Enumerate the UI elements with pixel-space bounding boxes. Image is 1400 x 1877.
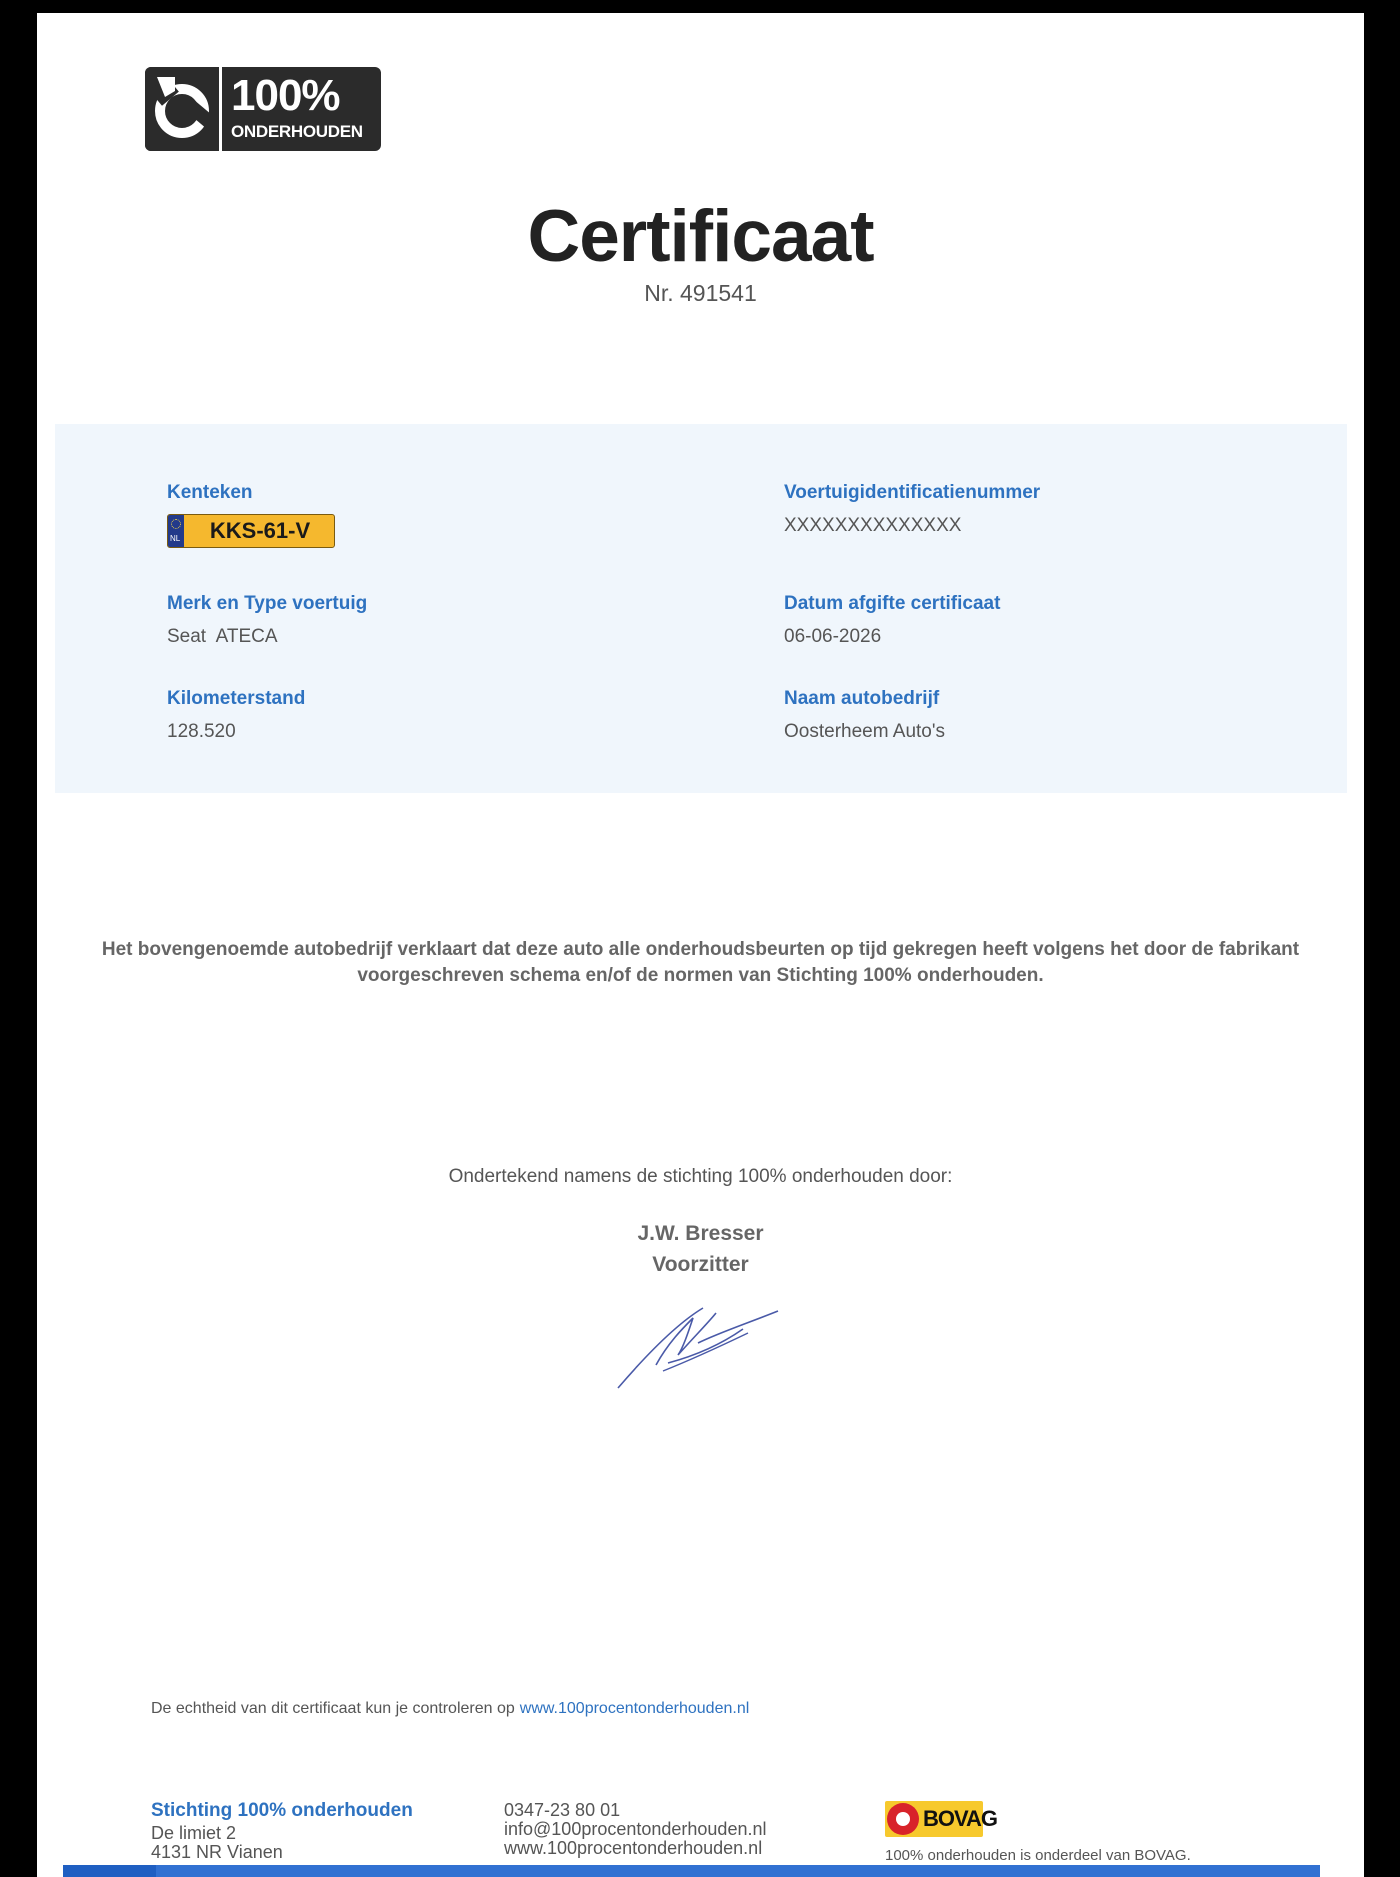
dealer-field	[784, 688, 945, 743]
footer-bar	[63, 1865, 1320, 1877]
license-plate	[167, 514, 335, 548]
dealer-label: Naam autobedrijf	[784, 688, 940, 709]
make-type-value: Seat ATECA	[167, 626, 278, 647]
bovag-logo	[885, 1801, 998, 1837]
plate-country-code: NL	[170, 534, 181, 543]
footer-city: 4131 NR Vianen	[151, 1842, 283, 1862]
footer-bar-segment	[63, 1865, 156, 1877]
issue-date-label: Datum afgifte certificaat	[784, 593, 1001, 614]
vin-value: XXXXXXXXXXXXXX	[784, 515, 962, 536]
certificate-page	[37, 13, 1364, 1877]
vin-label: Voertuigidentificatienummer	[784, 482, 1041, 503]
signed-by-text: Ondertekend namens de stichting 100% onderhouden door:	[448, 1166, 953, 1187]
dealer-value: Oosterheem Auto's	[784, 721, 945, 742]
logo-divider	[219, 67, 222, 151]
footer-website[interactable]: www.100procentonderhouden.nl	[504, 1838, 763, 1858]
license-plate-number: KKS-61-V	[209, 518, 311, 543]
vehicle-info-panel	[55, 424, 1347, 793]
footer-address	[151, 1801, 413, 1862]
footer-street: De limiet 2	[151, 1823, 237, 1843]
footer-email[interactable]: info@100procentonderhouden.nl	[504, 1819, 767, 1839]
issue-date-value: 06-06-2026	[784, 626, 882, 647]
bovag-ring-icon	[887, 1803, 919, 1835]
footer-contact	[504, 1801, 766, 1858]
signer-name: J.W. Bresser	[637, 1222, 764, 1245]
make-type-label: Merk en Type voertuig	[167, 593, 368, 614]
mileage-label: Kilometerstand	[167, 688, 306, 709]
mileage-field	[167, 688, 305, 743]
verify-text: De echtheid van dit certificaat kun je controleren op	[151, 1700, 515, 1717]
make-type-field	[167, 593, 367, 648]
eu-flag-icon	[168, 515, 184, 547]
footer-phone[interactable]: 0347-23 80 01	[504, 1800, 621, 1820]
mileage-value: 128.520	[167, 721, 236, 742]
eu-stars-icon	[171, 519, 181, 529]
signer-role: Voorzitter	[652, 1253, 749, 1276]
bovag-wordmark: BOVAG	[923, 1806, 998, 1831]
kenteken-field	[167, 482, 335, 548]
certificate-number: Nr. 491541	[644, 280, 757, 306]
logo-text: 100%	[231, 71, 340, 120]
verify-note	[151, 1700, 749, 1718]
verify-link[interactable]: www.100procentonderhouden.nl	[519, 1700, 750, 1717]
logo-subtext: ONDERHOUDEN	[231, 122, 363, 141]
footer-org-name: Stichting 100% onderhouden	[151, 1800, 413, 1821]
certificate-title: Certificaat	[527, 196, 874, 277]
wrench-icon	[145, 67, 219, 151]
bovag-note: 100% onderhouden is onderdeel van BOVAG.	[885, 1847, 1191, 1864]
brand-logo	[145, 67, 381, 151]
kenteken-label: Kenteken	[167, 482, 253, 503]
issue-date-field	[784, 593, 1000, 648]
handwritten-signature	[608, 1293, 808, 1393]
declaration-text: Het bovengenoemde autobedrijf verklaart dat deze auto alle onderhoudsbeurten op tijd gekregen heeft volgens het door de fabrikant voorgeschreven schema en/of de normen van Stichting 100% onderhouden.	[101, 939, 1300, 986]
vin-field	[784, 482, 1040, 537]
